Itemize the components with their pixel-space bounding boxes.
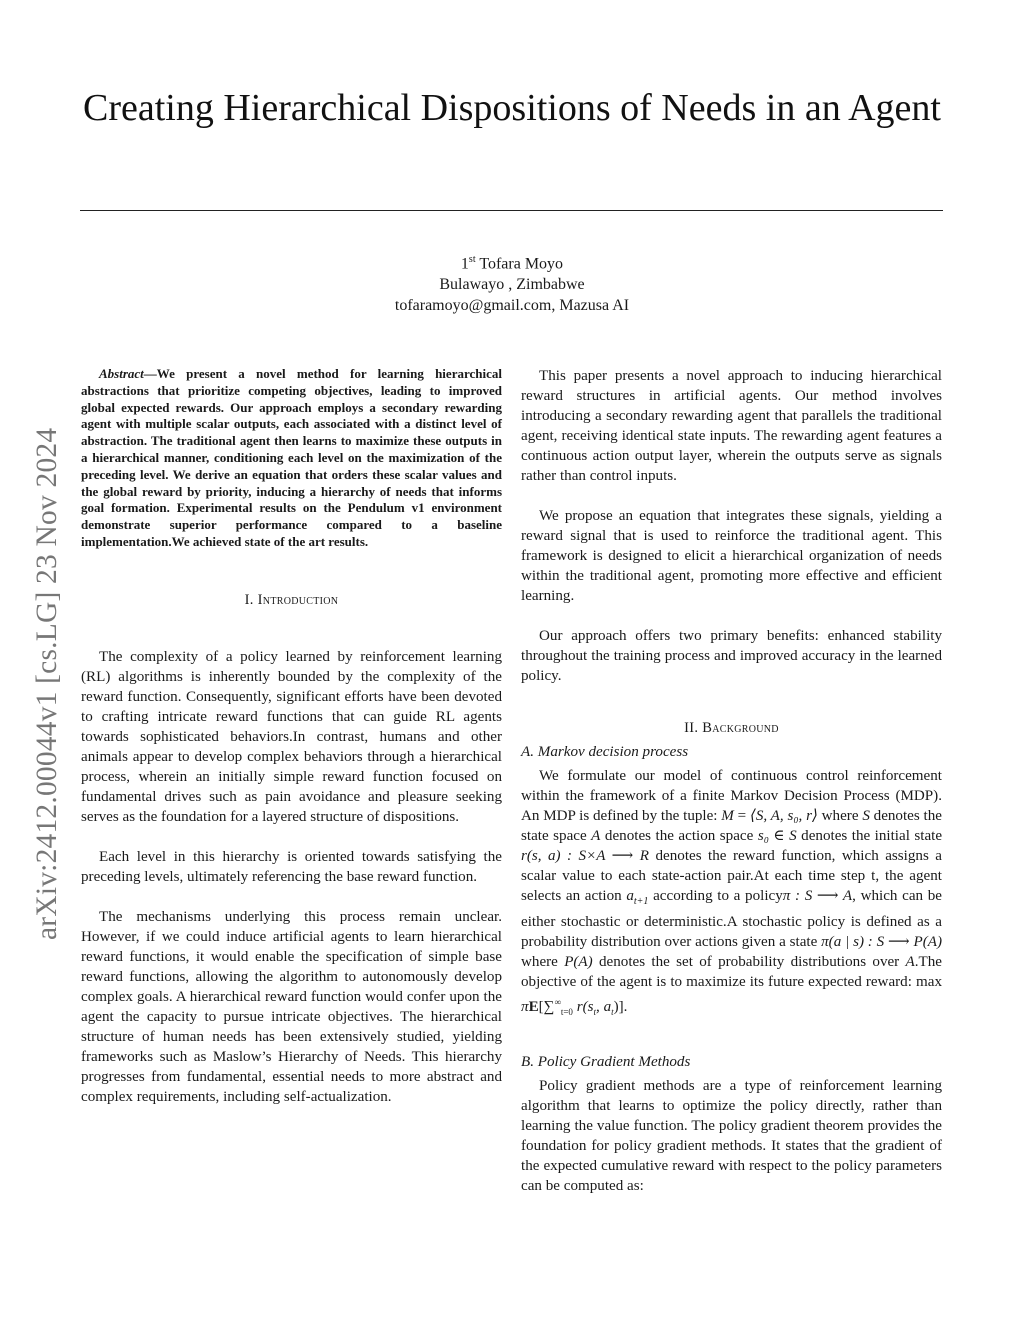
math-reward: r(s, a) : S×A ⟶ R: [521, 848, 650, 864]
math-stochastic-policy: π(a | s) : S ⟶ P(A): [821, 934, 942, 951]
math-PA: P(A): [564, 954, 593, 971]
intro-paragraph-6: Our approach offers two primary benefits: enhanced stability throughout the training process and improved accuracy in the learned policy.: [521, 628, 942, 684]
section-title: Background: [702, 720, 779, 736]
math-r: r(s: [576, 999, 594, 1016]
math-S: S: [862, 808, 870, 824]
intro-paragraph-3: The mechanisms underlying this process remain unclear. However, if we could induce artificial agents to learn hierarchical reward functions, it would enable the specification of simple base reward functions, allowing the algorithm to autonomously develop complex goals. A hierarchical reward function would confer upon the agent the capacity to pursue intricate objectives. The hierarchical structure of human needs has been extensively studied, yielding frameworks such as Maslow’s Hierarchy of Needs. This hierarchy progresses from fundamental, essential needs to more abstract and complex requirements, including self-actualization.: [81, 908, 502, 1105]
intro-paragraph-4: This paper presents a novel approach to inducing hierarchical reward structures in artificial agents. Our method involves introducing a secondary rewarding agent that parallels the traditional agent, receiving identical state inputs. The rewarding agent features a continuous action output layer, wherein the outputs serve as signals rather than control inputs.: [521, 368, 942, 484]
math-subscript: t+1: [633, 896, 649, 908]
math-E: E: [528, 999, 539, 1016]
math-a: , a: [596, 999, 612, 1016]
subsection-heading-mdp: A. Markov decision process: [521, 744, 689, 760]
mdp-text: denotes the action space: [604, 828, 754, 844]
mdp-text: where: [821, 808, 859, 824]
mdp-text: denotes the set of probability distributions over: [599, 954, 900, 971]
section-heading-background: [521, 718, 942, 738]
intro-paragraph-2: Each level in this hierarchy is oriented towards satisfying the preceding levels, ultimately referencing the base reward function.: [81, 848, 502, 885]
math-s0: s₀ ∈ S: [757, 828, 797, 844]
author-ordinal-suffix: st: [468, 254, 476, 265]
author-name-line: [80, 249, 944, 274]
mdp-text: .The objective of the agent is to maximize its future expected reward:: [521, 954, 943, 991]
math-sum: [∑: [538, 999, 555, 1016]
math-a: a: [626, 888, 634, 904]
author-block: [80, 249, 944, 316]
abstract: [81, 366, 502, 551]
math-max: max: [916, 974, 942, 991]
mdp-text: according to a policy: [653, 888, 783, 904]
section-title: Introduction: [257, 591, 339, 608]
abstract-text: We present a novel method for learning hierarchical abstractions that prioritize competing objectives, leading to improved global expected rewards. Our approach employs a secondary rewarding agent with multiple scalar outputs, each associated with a distinct level of abstraction. The traditional agent then learns to maximize these outputs in a hierarchical manner, conditioning each level on the maximization of the preceding level. We derive an equation that orders these scalar values and the global reward by priority, inducing a hierarchy of needs that informs goal formation. Experimental results on the Pendulum v1 environment demonstrate superior performance compared to a baseline implementation.We achieved state of the art results.: [81, 366, 502, 549]
math-policy: π : S ⟶ A: [782, 888, 853, 904]
math-M: M: [721, 808, 734, 824]
author-ordinal: 1: [460, 255, 469, 273]
title-divider: [80, 210, 943, 211]
mdp-text: , which can be either stochastic or deterministic.A stochastic policy is defined as a probability distribution over actions given a state: [521, 888, 942, 951]
math-A: A: [591, 828, 601, 844]
mdp-text: denotes the initial state: [801, 828, 943, 844]
policy-gradient-paragraph: Policy gradient methods are a type of reinforcement learning algorithm that learns to optimize the policy directly, rather than learning the value function. The policy gradient theorem provides the foundation for policy gradient methods. It states that the gradient of the expected cumulative reward with respect to the policy parameters can be computed as:: [521, 1078, 942, 1195]
intro-paragraph-5: We propose an equation that integrates these signals, yielding a reward signal that is used to reinforce the traditional agent. This framework is designed to elicit a hierarchical organization of needs within the traditional agent, promoting more effective and efficient learning.: [521, 508, 942, 604]
mdp-paragraph: We formulate our model of continuous control reinforcement within the framework of a finite Markov Decision Process (MDP). An MDP is defined by the tuple: M = ⟨S, A, s₀, r⟩ where S denotes the state space A denotes the action space s₀ ∈ S denotes the initial state r(s, a) : S×A ⟶ R denotes the reward function, which assigns a scalar value to each state-action pair.At each time step t, the agent selects an action $a_{t+1}$ according to a policyπ : S ⟶ A, which can be either stochastic or deterministic.A stochastic policy is defined as a probability distribution over actions given a state π(a | s) : S ⟶ P(A) where P(A) denotes the set of probability distributions over A.The objective of the agent is to maximize its future expected reward: $\max \pi E[\sum^\infty_{t=0}$ $r(s_t$, $a_t$)].: [521, 768, 943, 1018]
math-pi: π: [521, 999, 529, 1016]
mdp-text: We formulate our model of continuous control reinforcement within the framework of a finite Markov Decision Process (MDP). An MDP is defined by the tuple:: [521, 768, 942, 824]
mdp-text: denotes the reward function, which assigns a scalar value to each state-action pair.At each time step t, the agent selects an action: [521, 848, 942, 904]
author-name: Tofara Moyo: [479, 255, 564, 273]
math-A: A: [905, 954, 915, 971]
paper-title: Creating Hierarchical Dispositions of Needs in an Agent: [83, 87, 941, 129]
arxiv-stamp: arXiv:2412.00044v1 [cs.LG] 23 Nov 2024: [31, 427, 63, 940]
mdp-text: denotes the state space: [521, 808, 942, 844]
left-column: [81, 366, 502, 1107]
section-heading-introduction: [81, 590, 502, 610]
math-end: )].: [613, 999, 628, 1016]
author-location: Bulawayo , Zimbabwe: [439, 276, 585, 294]
math-sup: ∞: [554, 997, 561, 1008]
math-sub: t=0: [560, 1007, 573, 1018]
math-action: [626, 888, 649, 908]
intro-paragraph-1: The complexity of a policy learned by reinforcement learning (RL) algorithms is inherently bounded by the complexity of the reward function. Consequently, significant efforts have been devoted to crafting intricate reward functions that can guide RL agents towards sophisticated behaviors.In contrast, humans and other animals appear to develop complex behaviors through a hierarchical process, wherein an initially simple reward function focused on fundamental drives such as pain avoidance and pleasure seeking serves as the foundation for a layered structure of dispositions.: [81, 648, 502, 825]
math-sub: t: [593, 1007, 597, 1018]
math-tuple: ⟨S, A, s₀, r⟩: [749, 808, 818, 824]
subsection-heading-policy-gradient: B. Policy Gradient Methods: [521, 1054, 691, 1071]
abstract-dash: —: [143, 366, 157, 381]
abstract-label: Abstract: [99, 366, 144, 381]
section-numeral: I.: [244, 591, 254, 608]
author-contact: tofaramoyo@gmail.com, Mazusa AI: [394, 297, 630, 315]
math-sub: t: [611, 1007, 614, 1018]
right-column: [521, 366, 942, 1196]
mdp-text: where: [521, 954, 558, 971]
section-numeral: II.: [684, 720, 699, 736]
